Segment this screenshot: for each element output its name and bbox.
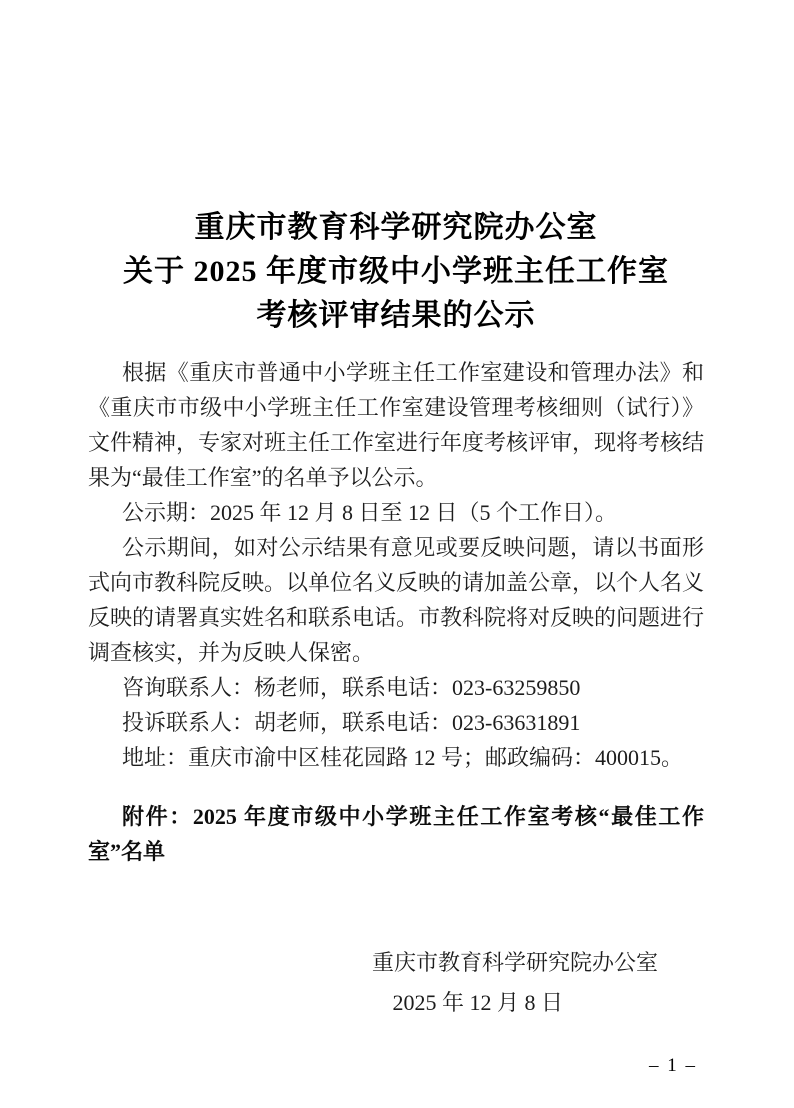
page-number: – 1 – [649,1055,697,1076]
title-line-2: 关于 2025 年度市级中小学班主任工作室 [123,255,669,288]
contact-consult-line: 咨询联系人：杨老师，联系电话：023-63259850 [122,675,581,700]
signature-date: 2025 年 12 月 8 日 [392,990,563,1015]
attachment-line: 附件：2025 年度市级中小学班主任工作室考核“最佳工作室”名单 [88,804,704,864]
contact-address-line: 地址：重庆市渝中区桂花园路 12 号；邮政编码：400015。 [122,745,684,770]
paragraph-publicity-period: 公示期：2025 年 12 月 8 日至 12 日（5 个工作日）。 [122,500,618,525]
signature-block [88,943,704,1023]
signature-org: 重庆市教育科学研究院办公室 [371,950,658,975]
title-line-1: 重庆市教育科学研究院办公室 [194,211,598,244]
paragraph-feedback-instructions: 公示期间，如对公示结果有意见或要反映问题，请以书面形式向市教科院反映。以单位名义反映的请加盖公章，以个人名义反映的请署真实姓名和联系电话。市教科院将对反映的问题进行调查核实，并为反映人保密。 [88,535,705,665]
document-body [88,355,704,869]
paragraph-legal-basis: 根据《重庆市普通中小学班主任工作室建设和管理办法》和《重庆市市级中小学班主任工作室建设管理考核细则（试行）》文件精神，专家对班主任工作室进行年度考核评审，现将考核结果为“最佳工作室”的名单予以公示。 [88,360,705,490]
document-content [0,206,794,1023]
contact-complaint-line: 投诉联系人：胡老师，联系电话：023-63631891 [122,710,581,735]
title-line-3: 考核评审结果的公示 [256,299,536,332]
document-title [88,206,704,338]
